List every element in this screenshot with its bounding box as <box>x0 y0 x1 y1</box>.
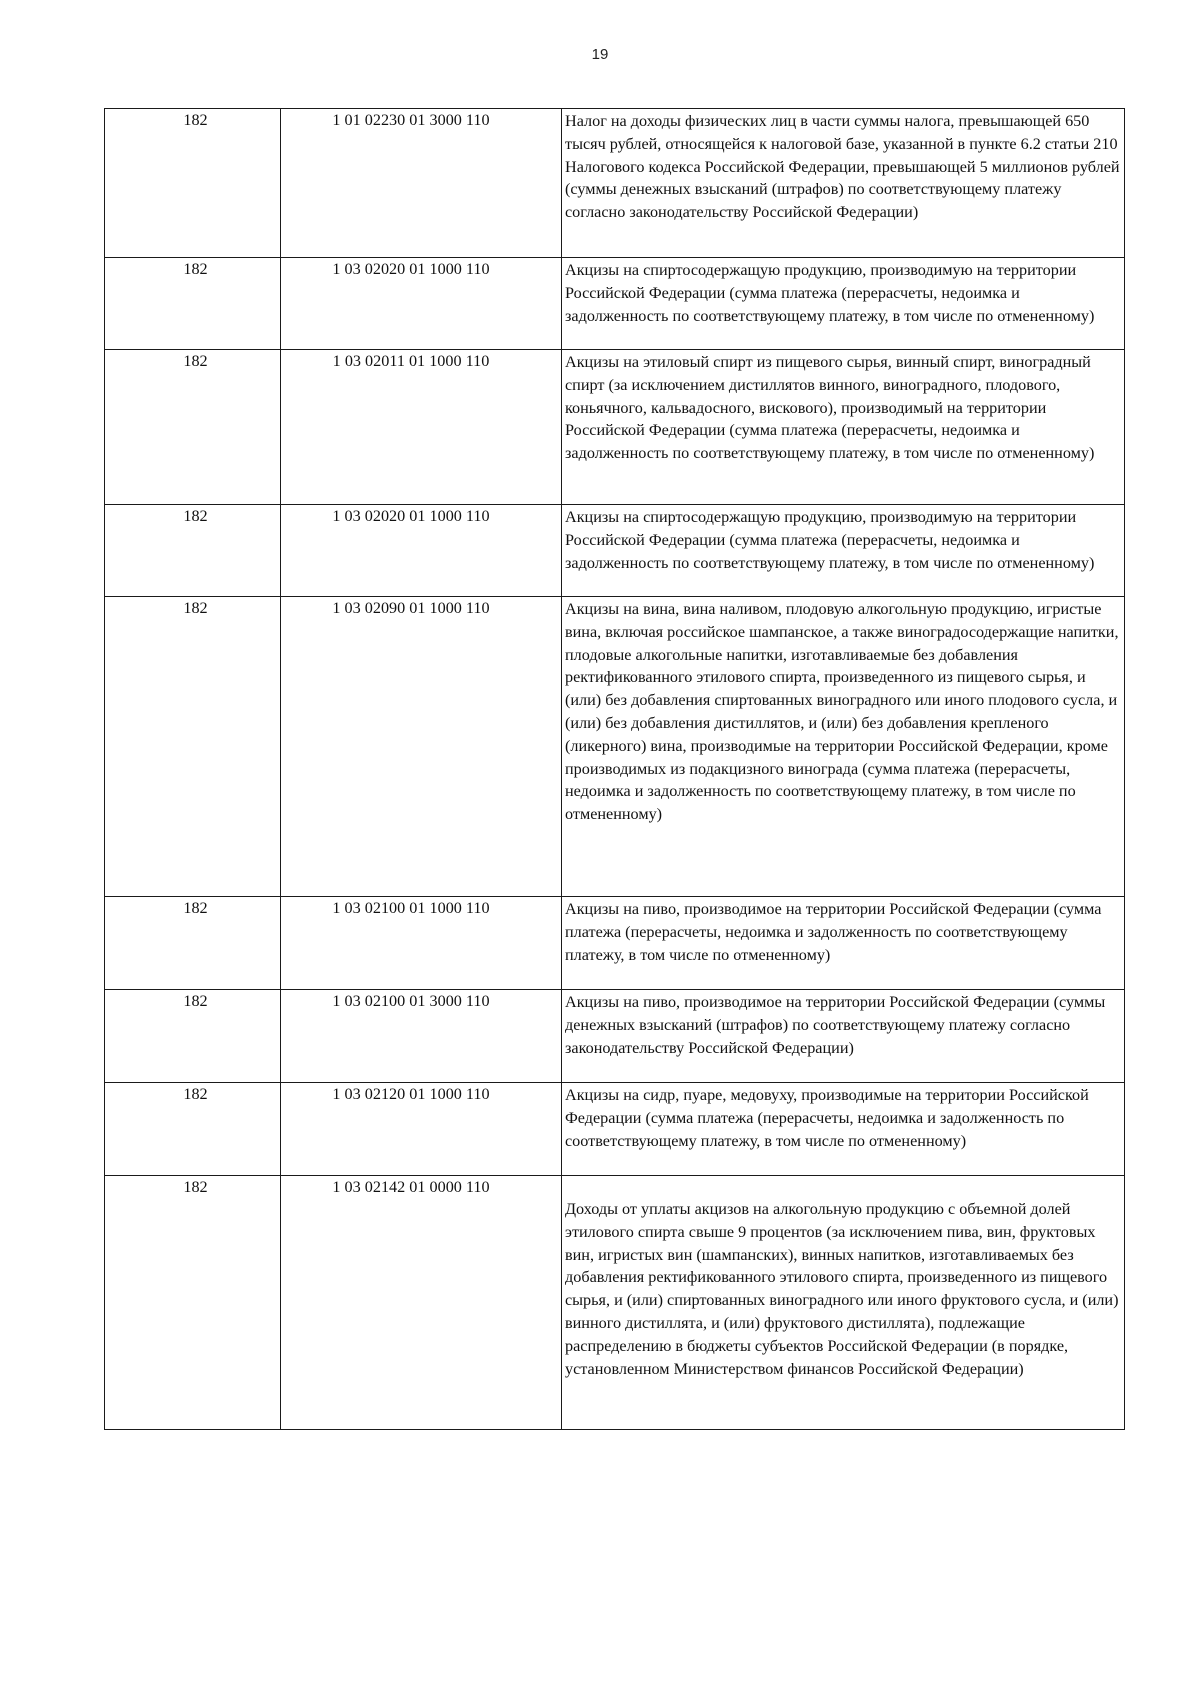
budget-code-table <box>104 108 1125 1430</box>
admin-code-cell: 182 <box>105 990 281 1083</box>
page-number: 19 <box>591 46 609 63</box>
admin-code-cell: 182 <box>105 258 281 350</box>
budget-classification-code-cell: 1 03 02011 01 1000 110 <box>281 350 562 505</box>
description-text: Акцизы на этиловый спирт из пищевого сырья, винный спирт, виноградный спирт (за исключением дистиллятов винного, виноградного, плодового, коньячного, кальвадосного, вискового), производимый на территории Российской Федерации (сумма платежа (перерасчеты, недоимка и задолженность по соответствующему платежу, в том числе по отмененному) <box>565 353 1095 463</box>
table-row <box>105 990 1125 1083</box>
description-text: Акцизы на сидр, пуаре, медовуху, производимые на территории Российской Федерации (сумма платежа (перерасчеты, недоимка и задолженность по соответствующему платежу, в том числе по отмененному) <box>565 1086 1089 1150</box>
description-text: Акцизы на пиво, производимое на территории Российской Федерации (суммы денежных взысканий (штрафов) по соответствующему платежу согласно законодательству Российской Федерации) <box>565 993 1106 1057</box>
description-text: Акцизы на спиртосодержащую продукцию, производимую на территории Российской Федерации (сумма платежа (перерасчеты, недоимка и задолженность по соответствующему платежу, в том числе по отмененному) <box>565 261 1095 325</box>
description-cell <box>562 597 1125 897</box>
description-cell <box>562 258 1125 350</box>
description-text: Доходы от уплаты акцизов на алкогольную продукцию с объемной долей этилового спирта свыше 9 процентов (за исключением пива, вин, фруктовых вин, игристых вин (шампанских), винных напитков, изготавливаемых без добавления ректификованного этилового спирта, произведенного из пищевого сырья, и (или) спиртованных виноградного или иного фруктового сусла, и (или) винного дистиллята, и (или) фруктового дистиллята), подлежащие распределению в бюджеты субъектов Российской Федерации (в порядке, установленном Министерством финансов Российской Федерации) <box>565 1200 1119 1378</box>
budget-classification-code-cell: 1 03 02100 01 3000 110 <box>281 990 562 1083</box>
table-row <box>105 1176 1125 1430</box>
admin-code-cell: 182 <box>105 1176 281 1430</box>
admin-code-cell: 182 <box>105 350 281 505</box>
budget-classification-code-cell: 1 03 02090 01 1000 110 <box>281 597 562 897</box>
budget-classification-code-cell: 1 03 02100 01 1000 110 <box>281 897 562 990</box>
budget-classification-code-cell: 1 03 02020 01 1000 110 <box>281 505 562 597</box>
table-row <box>105 505 1125 597</box>
description-cell <box>562 990 1125 1083</box>
budget-classification-code-cell: 1 01 02230 01 3000 110 <box>281 109 562 258</box>
description-text: Акцизы на спиртосодержащую продукцию, производимую на территории Российской Федерации (сумма платежа (перерасчеты, недоимка и задолженность по соответствующему платежу, в том числе по отмененному) <box>565 508 1095 572</box>
budget-classification-code-cell: 1 03 02020 01 1000 110 <box>281 258 562 350</box>
admin-code-cell: 182 <box>105 505 281 597</box>
table-row <box>105 350 1125 505</box>
admin-code-cell: 182 <box>105 1083 281 1176</box>
description-cell <box>562 109 1125 258</box>
table-row <box>105 597 1125 897</box>
table-row <box>105 109 1125 258</box>
budget-classification-code-cell: 1 03 02142 01 0000 110 <box>281 1176 562 1430</box>
table-row <box>105 258 1125 350</box>
table-row <box>105 1083 1125 1176</box>
admin-code-cell: 182 <box>105 597 281 897</box>
table-body <box>105 109 1125 1430</box>
admin-code-cell: 182 <box>105 109 281 258</box>
description-cell <box>562 1083 1125 1176</box>
description-cell <box>562 350 1125 505</box>
description-text: Налог на доходы физических лиц в части суммы налога, превышающей 650 тысяч рублей, относящейся к налоговой базе, указанной в пункте 6.2 статьи 210 Налогового кодекса Российской Федерации, превышающей 5 миллионов рублей (суммы денежных взысканий (штрафов) по соответствующему платежу согласно законодательству Российской Федерации) <box>565 112 1120 222</box>
description-cell <box>562 505 1125 597</box>
description-cell <box>562 897 1125 990</box>
description-text: Акцизы на вина, вина наливом, плодовую алкогольную продукцию, игристые вина, включая российское шампанское, а также виноградосодержащие напитки, плодовые алкогольные напитки, изготавливаемые без добавления ректификованного этилового спирта, произведенного из пищевого сырья, и (или) без добавления спиртованных виноградного или иного плодового сусла, и (или) без добавления дистиллятов, и (или) без добавления крепленого (ликерного) вина, производимые на территории Российской Федерации, кроме производимых из подакцизного винограда (сумма платежа (перерасчеты, недоимка и задолженность по соответствующему платежу, в том числе по отмененному) <box>565 600 1119 824</box>
budget-classification-code-cell: 1 03 02120 01 1000 110 <box>281 1083 562 1176</box>
admin-code-cell: 182 <box>105 897 281 990</box>
description-cell <box>562 1176 1125 1430</box>
table-row <box>105 897 1125 990</box>
description-text: Акцизы на пиво, производимое на территории Российской Федерации (сумма платежа (перерасчеты, недоимка и задолженность по соответствующему платежу, в том числе по отмененному) <box>565 900 1102 964</box>
